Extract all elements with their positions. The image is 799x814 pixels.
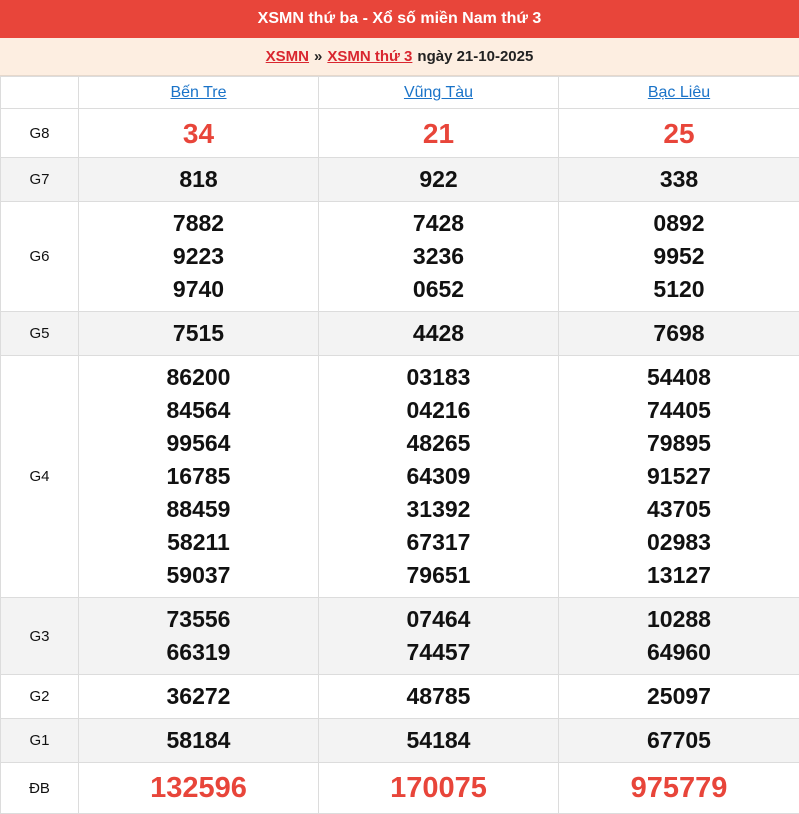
result-cell	[79, 356, 319, 598]
result-cell	[559, 675, 799, 719]
province-header-vung-tau	[319, 77, 559, 109]
result-cell	[559, 719, 799, 763]
prize-label: G1	[1, 719, 79, 763]
result-number: 48265	[406, 430, 471, 456]
result-number: 31392	[406, 496, 471, 522]
result-cell	[79, 675, 319, 719]
result-cell	[559, 356, 799, 598]
result-number: 5120	[653, 276, 705, 302]
result-number: 74405	[647, 397, 711, 423]
result-number: 02983	[647, 529, 711, 555]
breadcrumb-link-xsmn-thu-3[interactable]: XSMN thứ 3	[327, 48, 413, 65]
result-number: 9740	[172, 276, 225, 302]
result-number: 25	[663, 117, 695, 149]
header-empty-cell	[1, 77, 79, 109]
prize-label: G6	[1, 202, 79, 312]
result-number: 84564	[166, 397, 231, 423]
result-number: 132596	[150, 771, 247, 804]
table-header-row	[1, 77, 799, 109]
result-number: 74457	[406, 639, 471, 665]
prize-label: G3	[1, 598, 79, 675]
result-number: 36272	[166, 683, 231, 709]
result-number: 13127	[647, 562, 711, 588]
prize-row-g5	[1, 312, 799, 356]
result-number: 7698	[653, 320, 705, 346]
result-number: 73556	[166, 606, 231, 632]
result-number: 7515	[172, 320, 225, 346]
page-title-bar	[0, 0, 799, 38]
result-cell	[79, 202, 319, 312]
result-number: 7428	[412, 210, 465, 236]
result-number: 66319	[166, 639, 231, 665]
prize-row-g3	[1, 598, 799, 675]
result-number: 03183	[406, 364, 471, 390]
result-cell	[319, 312, 559, 356]
result-number: 79895	[647, 430, 711, 456]
result-number: 9952	[653, 243, 705, 269]
result-number: 338	[659, 166, 699, 192]
result-cell	[79, 719, 319, 763]
result-number: 58184	[166, 727, 231, 753]
result-cell	[319, 675, 559, 719]
result-cell	[319, 598, 559, 675]
result-number: 4428	[412, 320, 465, 346]
province-header-ben-tre	[79, 77, 319, 109]
result-cell	[79, 312, 319, 356]
result-cell	[559, 158, 799, 202]
result-number: 922	[419, 166, 458, 192]
prize-row-g7	[1, 158, 799, 202]
result-number: 7882	[172, 210, 225, 236]
result-cell	[319, 202, 559, 312]
result-number: 10288	[647, 606, 711, 632]
result-number: 48785	[406, 683, 471, 709]
result-number: 21	[422, 117, 455, 149]
province-header-bac-lieu	[559, 77, 799, 109]
prize-label: G8	[1, 109, 79, 158]
result-cell	[319, 356, 559, 598]
result-number: 59037	[166, 562, 231, 588]
result-number: 16785	[166, 463, 231, 489]
breadcrumb-link-xsmn[interactable]: XSMN	[265, 48, 310, 65]
result-cell	[319, 109, 559, 158]
result-cell	[559, 312, 799, 356]
result-cell	[559, 598, 799, 675]
prize-row-g4	[1, 356, 799, 598]
result-number: 34	[182, 117, 215, 149]
result-number: 64309	[406, 463, 471, 489]
result-number: 67317	[406, 529, 471, 555]
result-cell	[319, 763, 559, 814]
result-number: 0652	[412, 276, 465, 302]
prize-label: G5	[1, 312, 79, 356]
prize-label: G2	[1, 675, 79, 719]
result-cell	[79, 109, 319, 158]
result-number: 975779	[630, 771, 728, 804]
result-number: 88459	[166, 496, 231, 522]
breadcrumb-date: ngày 21-10-2025	[417, 48, 534, 65]
result-cell	[559, 202, 799, 312]
prize-row-db	[1, 763, 799, 814]
page-title: XSMN thứ ba - Xổ số miền Nam thứ 3	[257, 10, 542, 27]
result-cell	[319, 158, 559, 202]
result-cell	[559, 109, 799, 158]
prize-row-g8	[1, 109, 799, 158]
result-number: 91527	[647, 463, 711, 489]
result-cell	[79, 158, 319, 202]
prize-row-g1	[1, 719, 799, 763]
prize-label: G7	[1, 158, 79, 202]
province-link-bac-lieu[interactable]: Bạc Liêu	[647, 83, 711, 101]
result-number: 67705	[647, 727, 711, 753]
result-number: 54408	[647, 364, 711, 390]
prize-row-g2	[1, 675, 799, 719]
breadcrumb	[0, 38, 799, 76]
result-cell	[79, 598, 319, 675]
result-number: 58211	[167, 529, 230, 555]
result-number: 07464	[406, 606, 471, 632]
result-number: 04216	[406, 397, 471, 423]
result-cell	[79, 763, 319, 814]
results-table	[0, 76, 799, 814]
province-link-ben-tre[interactable]: Bến Tre	[170, 83, 227, 101]
result-number: 170075	[390, 771, 487, 804]
prize-label: ĐB	[1, 763, 79, 814]
result-number: 818	[179, 166, 218, 192]
prize-row-g6	[1, 202, 799, 312]
breadcrumb-separator: »	[314, 48, 323, 65]
result-cell	[559, 763, 799, 814]
result-number: 54184	[406, 727, 471, 753]
result-number: 9223	[172, 243, 225, 269]
prize-label: G4	[1, 356, 79, 598]
result-number: 43705	[647, 496, 711, 522]
result-number: 0892	[653, 210, 705, 236]
result-number: 79651	[406, 562, 471, 588]
result-number: 86200	[166, 364, 231, 390]
result-cell	[319, 719, 559, 763]
result-number: 99564	[166, 430, 231, 456]
result-number: 3236	[412, 243, 465, 269]
results-body	[1, 109, 799, 814]
result-number: 25097	[647, 683, 711, 709]
province-link-vung-tau[interactable]: Vũng Tàu	[403, 83, 474, 101]
result-number: 64960	[647, 639, 711, 665]
